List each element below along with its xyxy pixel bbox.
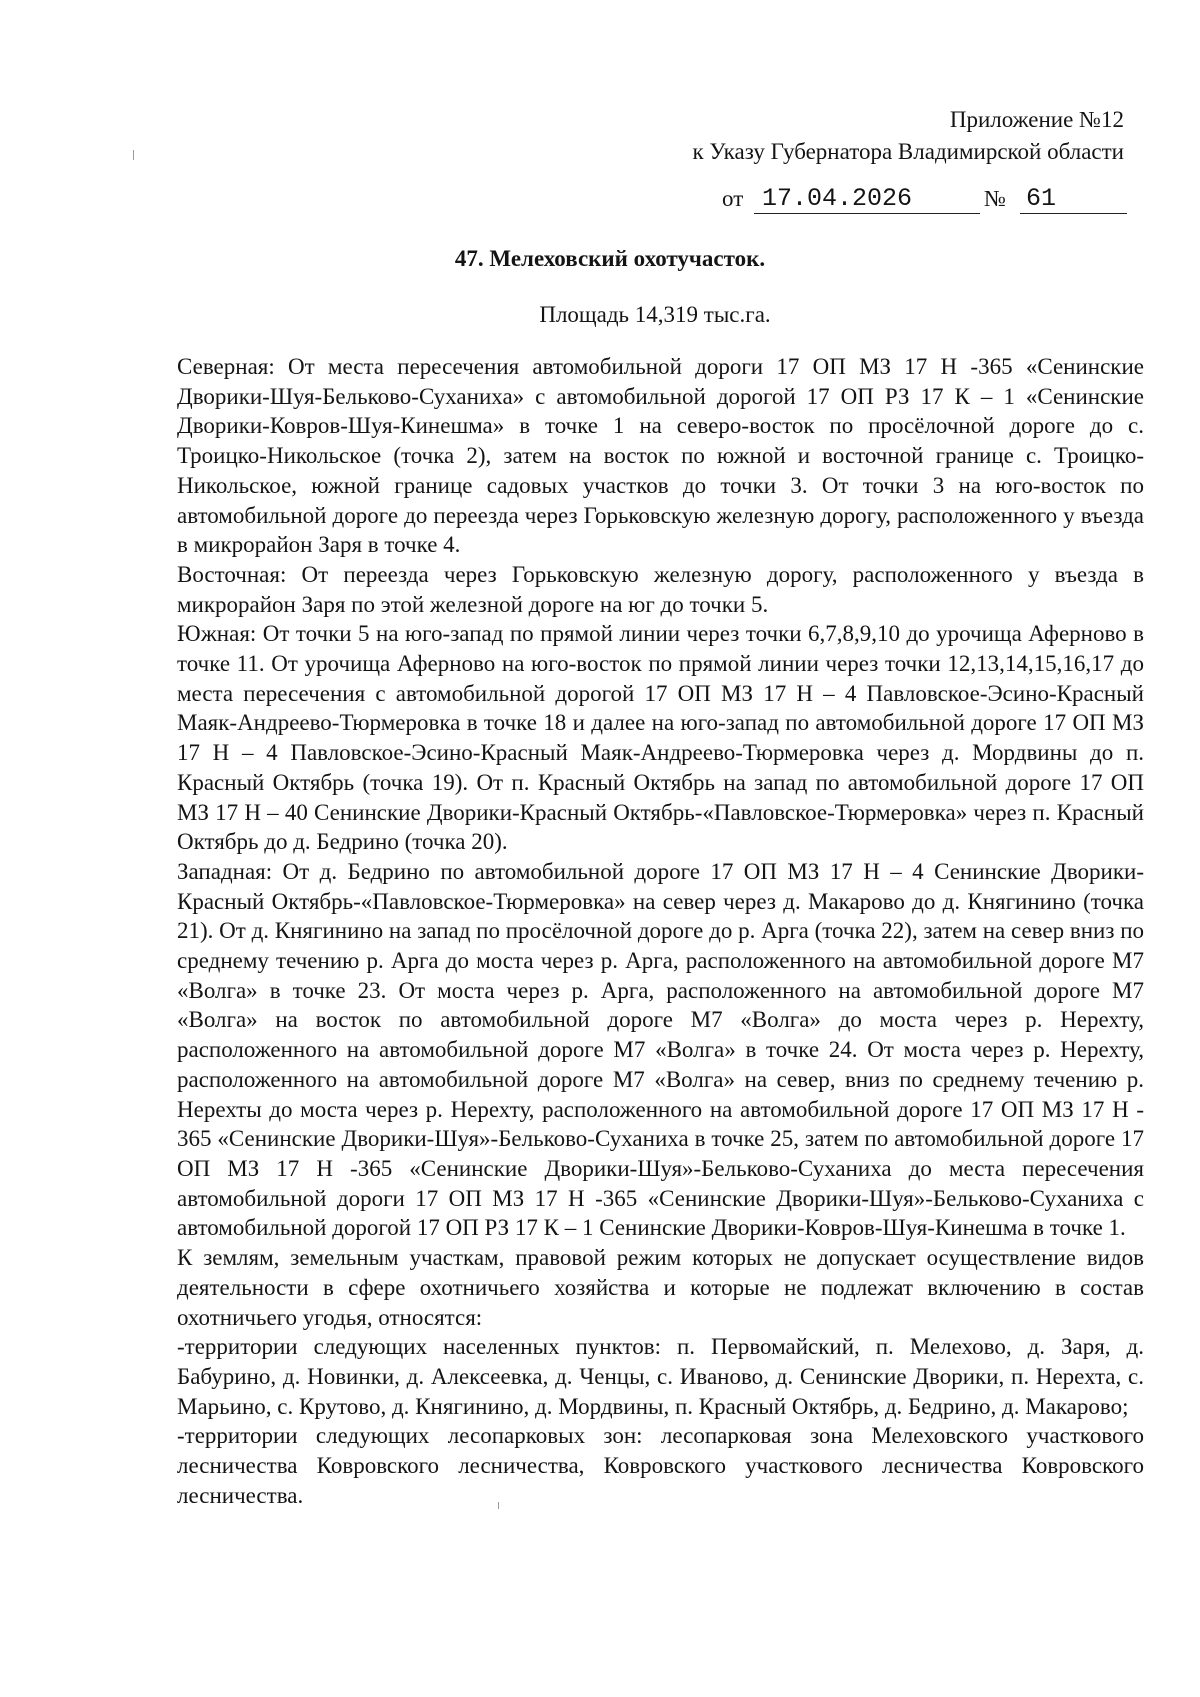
- decree-date: 17.04.2026: [754, 184, 980, 214]
- scan-mark: [133, 150, 134, 160]
- number-prefix: №: [984, 186, 1006, 211]
- paragraph-excluded-lands: К землям, земельным участкам, правовой режим которых не допускает осуществление видов деятельности в сфере охотничьего хозяйства и которые не подлежат включению в состав охотничьего угодья, относятся:: [177, 1245, 1144, 1330]
- paragraph-north: Северная: От места пересечения автомобильной дороги 17 ОП МЗ 17 Н -365 «Сенинские Дворики-Шуя-Бельково-Суханиха» с автомобильной дорогой 17 ОП РЗ 17 К – 1 «Сенинские Дворики-Ковров-Шуя-Кинешма» в точке 1 на северо-восток по просёлочной дороге до с. Троицко-Никольское (точка 2), затем на восток по южной и восточной границе с. Троицко-Никольское, южной границе садовых участков до точки 3. От точки 3 на юго-восток по автомобильной дороге до переезда через Горьковскую железную дорогу, расположенного у въезда в микрорайон Заря в точке 4.: [177, 354, 1144, 558]
- scan-mark: [498, 1502, 499, 1509]
- paragraph-east: Восточная: От переезда через Горьковскую железную дорогу, расположенного у въезда в микрорайон Заря по этой железной дороге на юг до точки 5.: [177, 561, 1144, 617]
- decree-number: 61: [1020, 184, 1127, 214]
- paragraph-settlements: -территории следующих населенных пунктов: п. Первомайский, п. Мелехово, д. Заря, д. Бабурино, д. Новинки, д. Алексеевка, д. Ченцы, с. Иваново, д. Сенинские Дворики, п. Нерехта, с. Марьино, с. Крутово, д. Княгинино, д. Мордвины, п. Красный Октябрь, д. Бедрино, д. Макарово;: [177, 1334, 1144, 1419]
- date-prefix: от: [722, 186, 744, 211]
- appendix-line-2: к Указу Губернатора Владимирской области: [692, 139, 1124, 164]
- area-line: Площадь 14,319 тыс.га.: [539, 302, 771, 327]
- appendix-line-1: Приложение №12: [949, 107, 1124, 132]
- paragraph-forest-park-zones: -территории следующих лесопарковых зон: лесопарковая зона Мелеховского участкового лесничества Ковровского лесничества, Ковровского участкового лесничества Ковровского лесничества.: [177, 1423, 1144, 1508]
- document-body: [177, 352, 1144, 1510]
- decree-date-line: [722, 184, 1127, 218]
- section-title: 47. Мелеховский охотучасток.: [454, 246, 766, 271]
- paragraph-west: Западная: От д. Бедрино по автомобильной дороге 17 ОП МЗ 17 Н – 4 Сенинские Дворики-Красный Октябрь-«Павловское-Тюрмеровка» на север через д. Макарово до д. Княгинино (точка 21). От д. Княгинино на запад по просёлочной дороге до р. Арга (точка 22), затем на север вниз по среднему течению р. Арга до моста через р. Арга, расположенного на автомобильной дороге М7 «Волга» в точке 23. От моста через р. Арга, расположенного на автомобильной дороге М7 «Волга» на восток по автомобильной дороге М7 «Волга» до моста через р. Нерехту, расположенного на автомобильной дороге М7 «Волга» в точке 24. От моста через р. Нерехту, расположенного на автомобильной дороге М7 «Волга» на север, вниз по среднему течению р. Нерехты до моста через р. Нерехту, расположенного на автомобильной дороге 17 ОП МЗ 17 Н - 365 «Сенинские Дворики-Шуя»-Бельково-Суханиха в точке 25, затем по автомобильной дороге 17 ОП МЗ 17 Н -365 «Сенинские Дворики-Шуя»-Бельково-Суханиха до места пересечения автомобильной дороги 17 ОП МЗ 17 Н -365 «Сенинские Дворики-Шуя»-Бельково-Суханиха с автомобильной дорогой 17 ОП РЗ 17 К – 1 Сенинские Дворики-Ковров-Шуя-Кинешма в точке 1.: [177, 858, 1144, 1241]
- paragraph-south: Южная: От точки 5 на юго-запад по прямой линии через точки 6,7,8,9,10 до урочища Аферново в точке 11. От урочища Аферново на юго-восток по прямой линии через точки 12,13,14,15,16,17 до места пересечения с автомобильной дорогой 17 ОП МЗ 17 Н – 4 Павловское-Эсино-Красный Маяк-Андреево-Тюрмеровка в точке 18 и далее на юго-запад по автомобильной дороге 17 ОП МЗ 17 Н – 4 Павловское-Эсино-Красный Маяк-Андреево-Тюрмеровка через д. Мордвины до п. Красный Октябрь (точка 19). От п. Красный Октябрь на запад по автомобильной дороге 17 ОП МЗ 17 Н – 40 Сенинские Дворики-Красный Октябрь-«Павловское-Тюрмеровка» через п. Красный Октябрь до д. Бедрино (точка 20).: [177, 621, 1144, 855]
- appendix-header: [693, 104, 1125, 168]
